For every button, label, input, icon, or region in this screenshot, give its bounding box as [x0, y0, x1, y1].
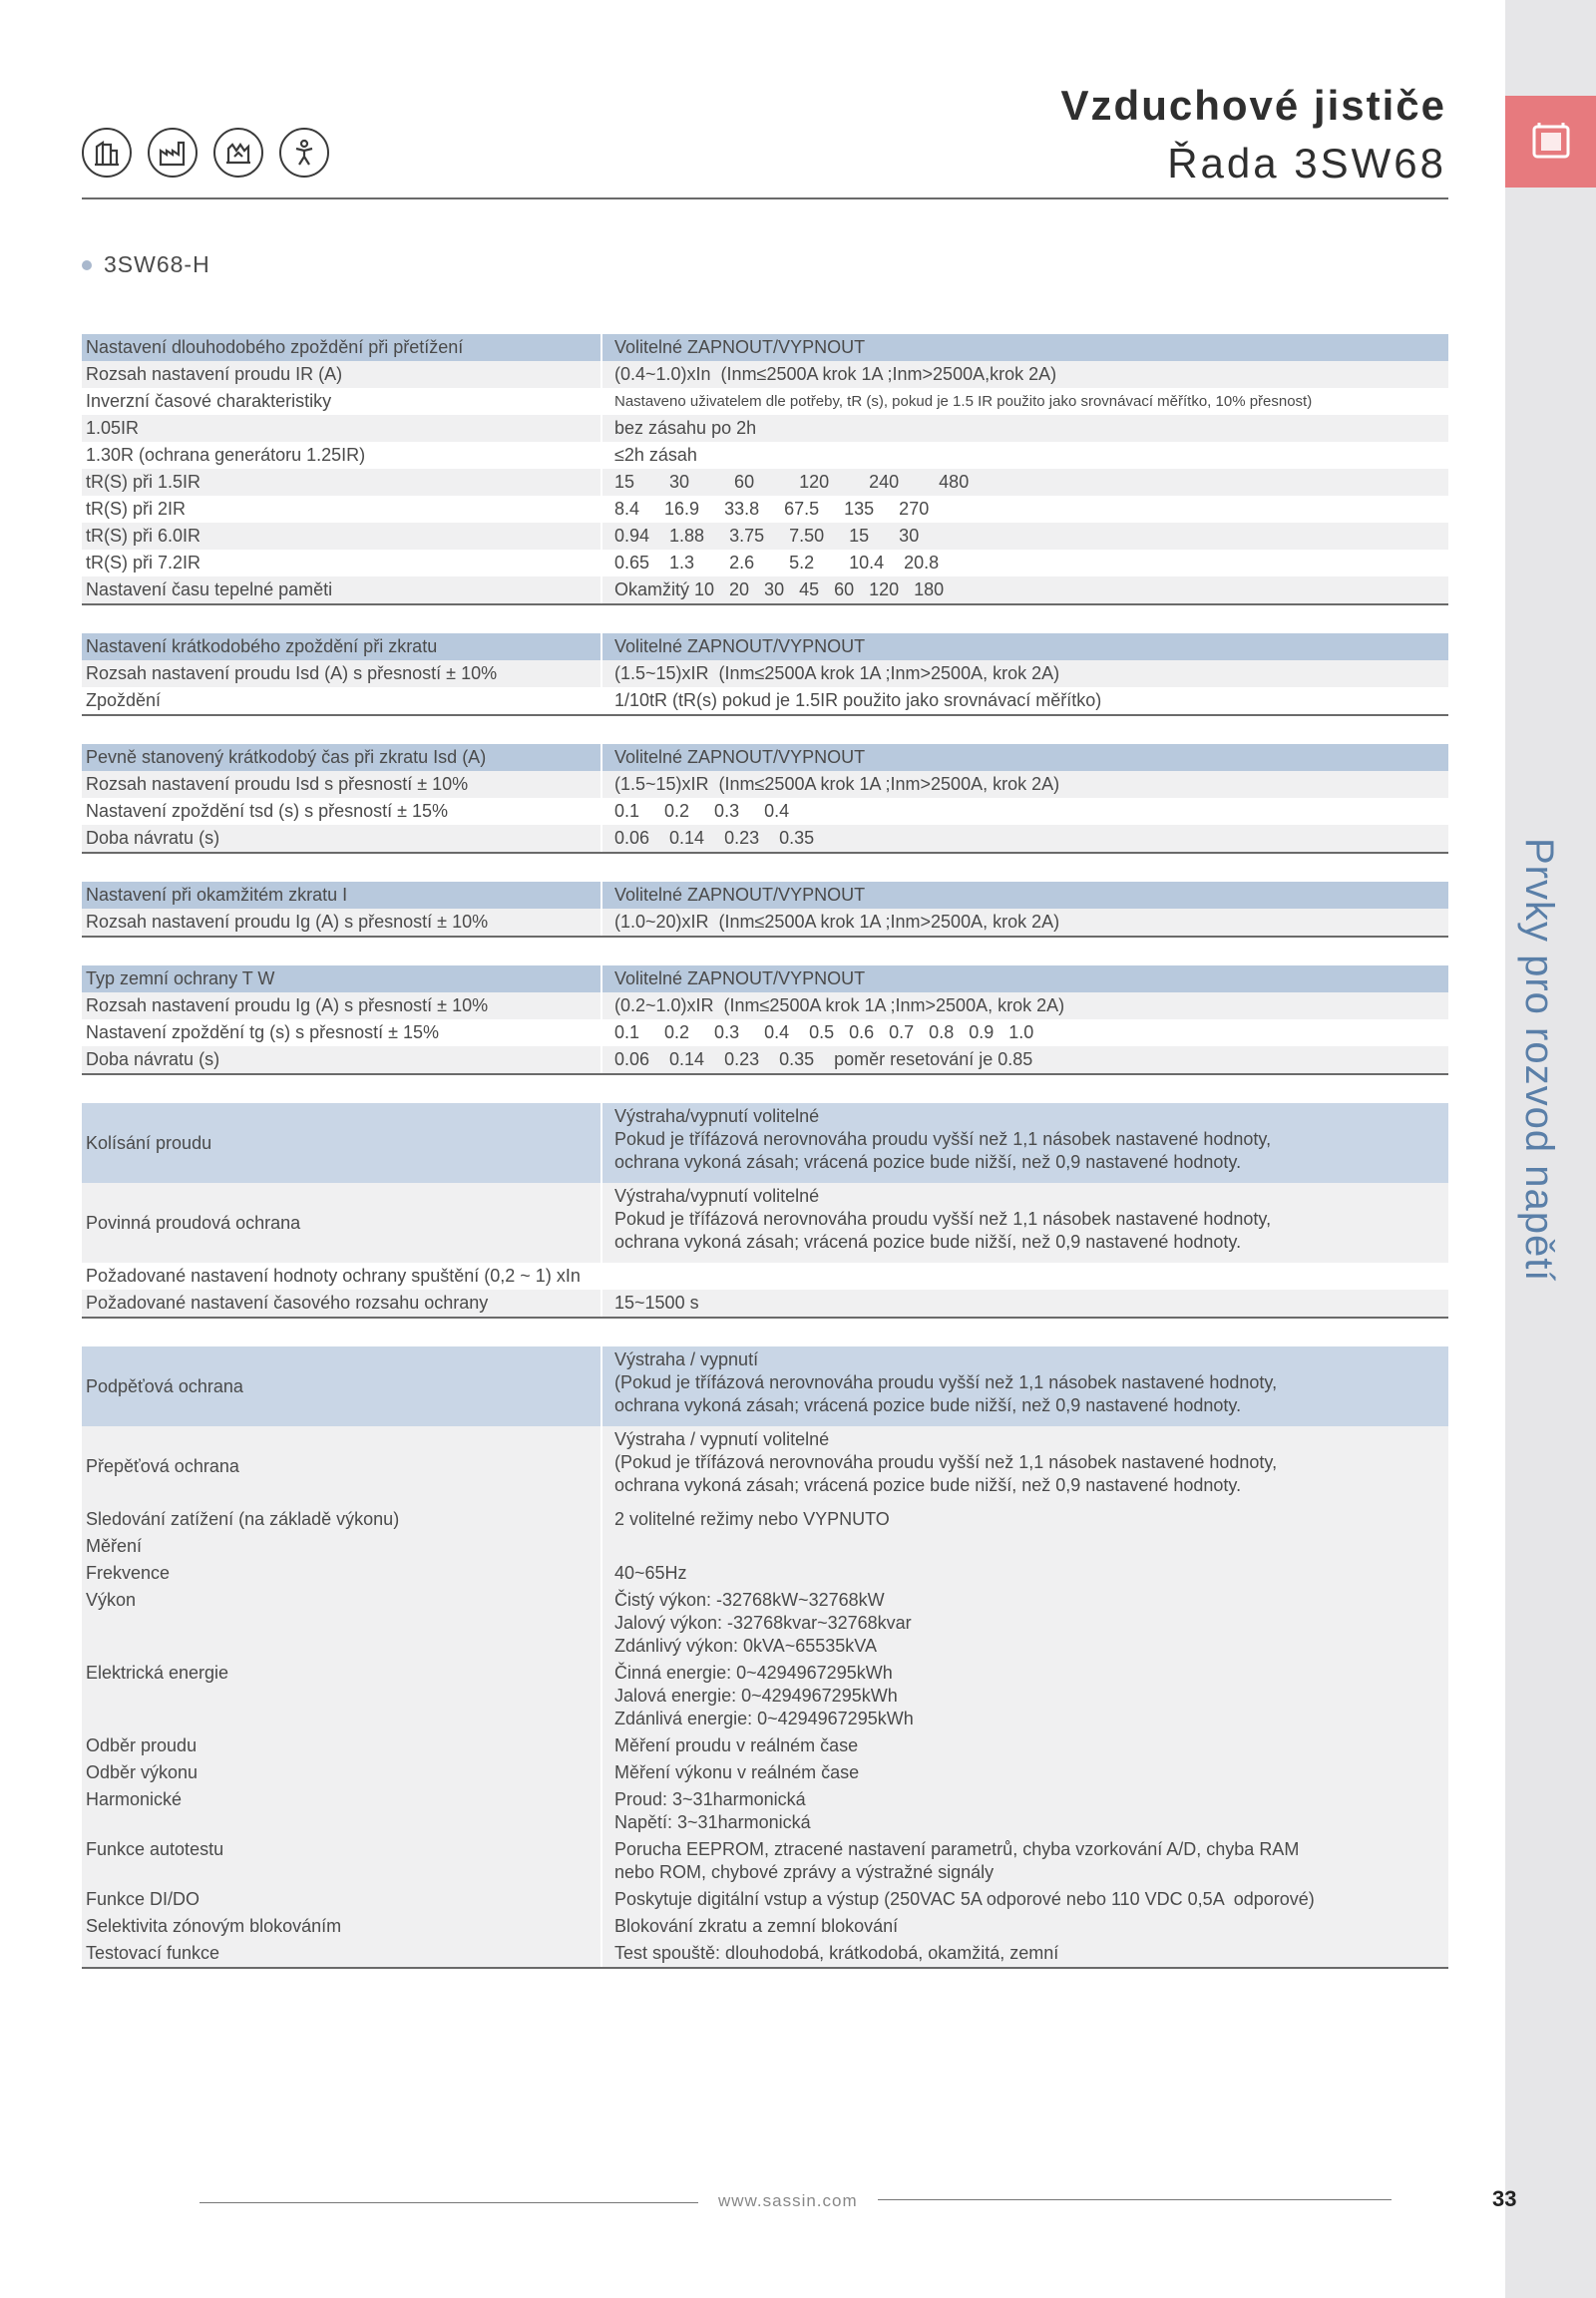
spec-value: 2 volitelné režimy nebo VYPNUTO — [600, 1506, 1448, 1533]
spec-label: Nastavení zpoždění tsd (s) s přesností ± 15% — [86, 801, 449, 821]
spec-label: Testovací funkce — [86, 1943, 220, 1963]
side-vertical-label: Prvky pro rozvod napětí — [1517, 838, 1561, 1283]
spec-row — [82, 1836, 1448, 1886]
spec-label: Pevně stanovený krátkodobý čas při zkratu Isd (A) — [82, 744, 600, 771]
spec-value-line: Výstraha / vypnutí — [614, 1349, 759, 1369]
spec-label: Nastavení dlouhodobého zpoždění při přetížení — [82, 334, 600, 361]
spec-value: Měření proudu v reálném čase — [600, 1732, 1448, 1759]
spec-row — [82, 1263, 1448, 1290]
spec-row — [82, 660, 1448, 687]
spec-row — [82, 687, 1448, 714]
spec-label: Zpoždění — [86, 690, 162, 710]
spec-label: Nastavení krátkodobého zpoždění při zkratu — [82, 633, 600, 660]
spec-row — [82, 361, 1448, 388]
spec-group — [82, 633, 1448, 716]
spec-value: 0.1 0.2 0.3 0.4 — [600, 798, 1448, 825]
spec-value-line: Činná energie: 0~4294967295kWh — [614, 1663, 893, 1683]
spec-label: Výkon — [86, 1590, 137, 1610]
spec-group — [82, 1346, 1448, 1969]
spec-label: Sledování zatížení (na základě výkonu) — [86, 1509, 400, 1529]
spec-group — [82, 965, 1448, 1075]
side-tab — [1505, 96, 1596, 188]
spec-value: Volitelné ZAPNOUT/VYPNOUT — [600, 965, 1448, 992]
spec-value: Volitelné ZAPNOUT/VYPNOUT — [600, 744, 1448, 771]
person-icon — [279, 128, 329, 178]
spec-row — [82, 882, 1448, 909]
spec-value: Měření výkonu v reálném čase — [600, 1759, 1448, 1786]
spec-value: Volitelné ZAPNOUT/VYPNOUT — [600, 633, 1448, 660]
spec-label: Přepěťová ochrana — [86, 1455, 239, 1476]
spec-row — [82, 469, 1448, 496]
spec-value: (0.2~1.0)xIR (Inm≤2500A krok 1A ;Inm>2500A, krok 2A) — [600, 992, 1448, 1019]
spec-value — [600, 1660, 1448, 1732]
spec-row — [82, 1587, 1448, 1660]
spec-label: Požadované nastavení hodnoty ochrany spuštění (0,2 ~ 1) xIn — [86, 1266, 581, 1286]
spec-label: Rozsah nastavení proudu Isd s přesností ± 10% — [86, 774, 469, 794]
spec-label: Měření — [86, 1536, 143, 1556]
spec-value: 0.06 0.14 0.23 0.35 poměr resetování je 0.85 — [600, 1046, 1448, 1073]
spec-value-line: Výstraha / vypnutí volitelné — [614, 1429, 830, 1449]
spec-label: Doba návratu (s) — [86, 1049, 220, 1069]
spec-row — [82, 1506, 1448, 1533]
spec-label: Rozsah nastavení proudu Ig (A) s přesností ± 10% — [86, 912, 489, 932]
spec-label: Selektivita zónovým blokováním — [86, 1916, 342, 1936]
spec-label: Nastavení zpoždění tg (s) s přesností ± 15% — [86, 1022, 440, 1042]
spec-value: Nastaveno uživatelem dle potřeby, tR (s), pokud je 1.5 IR použito jako srovnávací měřítko, 10% přesnost) — [600, 388, 1448, 415]
spec-value-line: ochrana vykoná zásah; vrácená pozice bude nižší, než 0,9 nastavené hodnoty. — [614, 1475, 1242, 1495]
spec-label: Rozsah nastavení proudu Ig (A) s přesností ± 10% — [86, 995, 489, 1015]
spec-value: 15~1500 s — [600, 1290, 1448, 1317]
spec-value: (1.5~15)xIR (Inm≤2500A krok 1A ;Inm>2500A, krok 2A) — [600, 660, 1448, 687]
spec-value: (1.5~15)xIR (Inm≤2500A krok 1A ;Inm>2500A, krok 2A) — [600, 771, 1448, 798]
spec-row — [82, 965, 1448, 992]
page-subtitle: Řada 3SW68 — [1167, 140, 1446, 187]
spec-value-line: Výstraha/vypnutí volitelné — [614, 1186, 820, 1206]
spec-label: Povinná proudová ochrana — [86, 1212, 301, 1233]
spec-label: Elektrická energie — [86, 1663, 229, 1683]
spec-row — [82, 1103, 1448, 1183]
spec-group — [82, 1103, 1448, 1319]
spec-table — [82, 334, 1448, 1997]
spec-row — [82, 1759, 1448, 1786]
spec-label: Rozsah nastavení proudu Isd (A) s přesností ± 10% — [86, 663, 498, 683]
spec-value-line: (Pokud je třífázová nerovnováha proudu vyšší než 1,1 násobek nastavené hodnoty, — [614, 1372, 1278, 1392]
spec-value-line: nebo ROM, chybové zprávy a výstražné signály — [614, 1862, 995, 1882]
spec-group — [82, 334, 1448, 605]
spec-row — [82, 1046, 1448, 1073]
spec-value: 40~65Hz — [600, 1560, 1448, 1587]
spec-label: Typ zemní ochrany T W — [82, 965, 600, 992]
spec-value: (1.0~20)xIR (Inm≤2500A krok 1A ;Inm>2500A, krok 2A) — [600, 909, 1448, 936]
spec-label: Harmonické — [86, 1789, 183, 1809]
spec-label: Rozsah nastavení proudu IR (A) — [86, 364, 343, 384]
spec-row — [82, 442, 1448, 469]
spec-label: Inverzní časové charakteristiky — [86, 391, 332, 411]
spec-value: Test spouště: dlouhodobá, krátkodobá, okamžitá, zemní — [600, 1940, 1448, 1967]
spec-value-line: ochrana vykoná zásah; vrácená pozice bude nižší, než 0,9 nastavené hodnoty. — [614, 1152, 1242, 1172]
header-icons — [82, 128, 329, 178]
spec-value — [600, 1183, 1448, 1263]
spec-row — [82, 576, 1448, 603]
header-rule — [82, 197, 1448, 199]
spec-row — [82, 1183, 1448, 1263]
spec-row — [82, 1019, 1448, 1046]
spec-row — [82, 798, 1448, 825]
spec-row — [82, 388, 1448, 415]
spec-row — [82, 744, 1448, 771]
spec-row — [82, 334, 1448, 361]
spec-value-line: Pokud je třífázová nerovnováha proudu vyšší než 1,1 násobek nastavené hodnoty, — [614, 1129, 1272, 1149]
spec-label: tR(S) při 1.5IR — [86, 472, 201, 492]
spec-row — [82, 1886, 1448, 1913]
spec-row — [82, 1732, 1448, 1759]
spec-label: Odběr výkonu — [86, 1762, 199, 1782]
spec-row — [82, 1533, 1448, 1560]
spec-value — [600, 1426, 1448, 1506]
footer-url: www.sassin.com — [718, 2191, 858, 2210]
spec-row — [82, 771, 1448, 798]
spec-row — [82, 550, 1448, 576]
spec-value: Blokování zkratu a zemní blokování — [600, 1913, 1448, 1940]
spec-value — [600, 1786, 1448, 1836]
breaker-icon — [1528, 119, 1574, 165]
spec-value-line: ochrana vykoná zásah; vrácená pozice bude nižší, než 0,9 nastavené hodnoty. — [614, 1232, 1242, 1252]
spec-label: Doba návratu (s) — [86, 828, 220, 848]
spec-row — [82, 909, 1448, 936]
spec-value-line: Napětí: 3~31harmonická — [614, 1812, 811, 1832]
power-plant-icon — [213, 128, 263, 178]
spec-value-line: Výstraha/vypnutí volitelné — [614, 1106, 820, 1126]
spec-row — [82, 1346, 1448, 1426]
spec-group — [82, 882, 1448, 938]
spec-value-line: Pokud je třífázová nerovnováha proudu vyšší než 1,1 násobek nastavené hodnoty, — [614, 1209, 1272, 1229]
spec-row — [82, 1290, 1448, 1317]
spec-row — [82, 1786, 1448, 1836]
spec-label: Funkce DI/DO — [86, 1889, 200, 1909]
spec-value: 1/10tR (tR(s) pokud je 1.5IR použito jako srovnávací měřítko) — [600, 687, 1448, 714]
spec-label: tR(S) při 2IR — [86, 499, 187, 519]
spec-value — [600, 1587, 1448, 1660]
bullet-icon — [82, 260, 92, 270]
spec-value-line: Jalový výkon: -32768kvar~32768kvar — [614, 1613, 912, 1633]
spec-value: (0.4~1.0)xIn (Inm≤2500A krok 1A ;Inm>2500A,krok 2A) — [600, 361, 1448, 388]
spec-value: Volitelné ZAPNOUT/VYPNOUT — [600, 882, 1448, 909]
building-icon — [82, 128, 132, 178]
spec-value: 0.06 0.14 0.23 0.35 — [600, 825, 1448, 852]
spec-value — [600, 1346, 1448, 1426]
spec-label: tR(S) při 7.2IR — [86, 553, 201, 573]
spec-row — [82, 1426, 1448, 1506]
spec-value-line: Jalová energie: 0~4294967295kWh — [614, 1686, 898, 1706]
spec-label: Nastavení při okamžitém zkratu I — [82, 882, 600, 909]
spec-value-line: Zdánlivá energie: 0~4294967295kWh — [614, 1709, 914, 1728]
spec-label: Odběr proudu — [86, 1735, 198, 1755]
page-number: 33 — [1492, 2186, 1517, 2211]
spec-row — [82, 1940, 1448, 1967]
spec-row — [82, 1660, 1448, 1732]
page-title: Vzduchové jističe — [1060, 82, 1446, 129]
spec-label: Frekvence — [86, 1563, 171, 1583]
spec-label: Podpěťová ochrana — [86, 1375, 243, 1396]
spec-row — [82, 496, 1448, 523]
spec-value: Okamžitý 10 20 30 45 60 120 180 — [600, 576, 1448, 603]
spec-value: bez zásahu po 2h — [600, 415, 1448, 442]
spec-label: 1.05IR — [86, 418, 140, 438]
model-name: 3SW68-H — [104, 251, 210, 277]
spec-value: ≤2h zásah — [600, 442, 1448, 469]
spec-value: 0.94 1.88 3.75 7.50 15 30 — [600, 523, 1448, 550]
spec-value: 0.1 0.2 0.3 0.4 0.5 0.6 0.7 0.8 0.9 1.0 — [600, 1019, 1448, 1046]
spec-value — [600, 1103, 1448, 1183]
spec-value — [600, 1836, 1448, 1886]
spec-label: 1.30R (ochrana generátoru 1.25IR) — [86, 445, 366, 465]
factory-icon — [148, 128, 198, 178]
spec-value: Poskytuje digitální vstup a výstup (250VAC 5A odporové nebo 110 VDC 0,5A odporové) — [600, 1886, 1448, 1913]
spec-label: Funkce autotestu — [86, 1839, 224, 1859]
spec-row — [82, 415, 1448, 442]
spec-row — [82, 523, 1448, 550]
model-heading — [82, 251, 210, 278]
spec-label: Kolísání proudu — [86, 1132, 212, 1153]
spec-label: tR(S) při 6.0IR — [86, 526, 201, 546]
spec-value-line: Čistý výkon: -32768kW~32768kW — [614, 1590, 885, 1610]
spec-group — [82, 744, 1448, 854]
spec-row — [82, 825, 1448, 852]
spec-label: Požadované nastavení časového rozsahu ochrany — [86, 1293, 489, 1313]
spec-value-line: ochrana vykoná zásah; vrácená pozice bude nižší, než 0,9 nastavené hodnoty. — [614, 1395, 1242, 1415]
spec-value: 0.65 1.3 2.6 5.2 10.4 20.8 — [600, 550, 1448, 576]
footer-rule-left — [200, 2202, 698, 2203]
spec-row — [82, 1913, 1448, 1940]
spec-value: 15 30 60 120 240 480 — [600, 469, 1448, 496]
spec-value-line: Proud: 3~31harmonická — [614, 1789, 806, 1809]
spec-row — [82, 1560, 1448, 1587]
spec-row — [82, 992, 1448, 1019]
spec-value — [600, 1533, 1448, 1560]
spec-value — [600, 1263, 1448, 1290]
spec-row — [82, 633, 1448, 660]
spec-value-line: Porucha EEPROM, ztracené nastavení parametrů, chyba vzorkování A/D, chyba RAM — [614, 1839, 1300, 1859]
footer-rule-right — [878, 2199, 1392, 2200]
spec-value: 8.4 16.9 33.8 67.5 135 270 — [600, 496, 1448, 523]
spec-value-line: Zdánlivý výkon: 0kVA~65535kVA — [614, 1636, 877, 1656]
spec-value-line: (Pokud je třífázová nerovnováha proudu vyšší než 1,1 násobek nastavené hodnoty, — [614, 1452, 1278, 1472]
spec-value: Volitelné ZAPNOUT/VYPNOUT — [600, 334, 1448, 361]
spec-label: Nastavení času tepelné paměti — [86, 579, 333, 599]
